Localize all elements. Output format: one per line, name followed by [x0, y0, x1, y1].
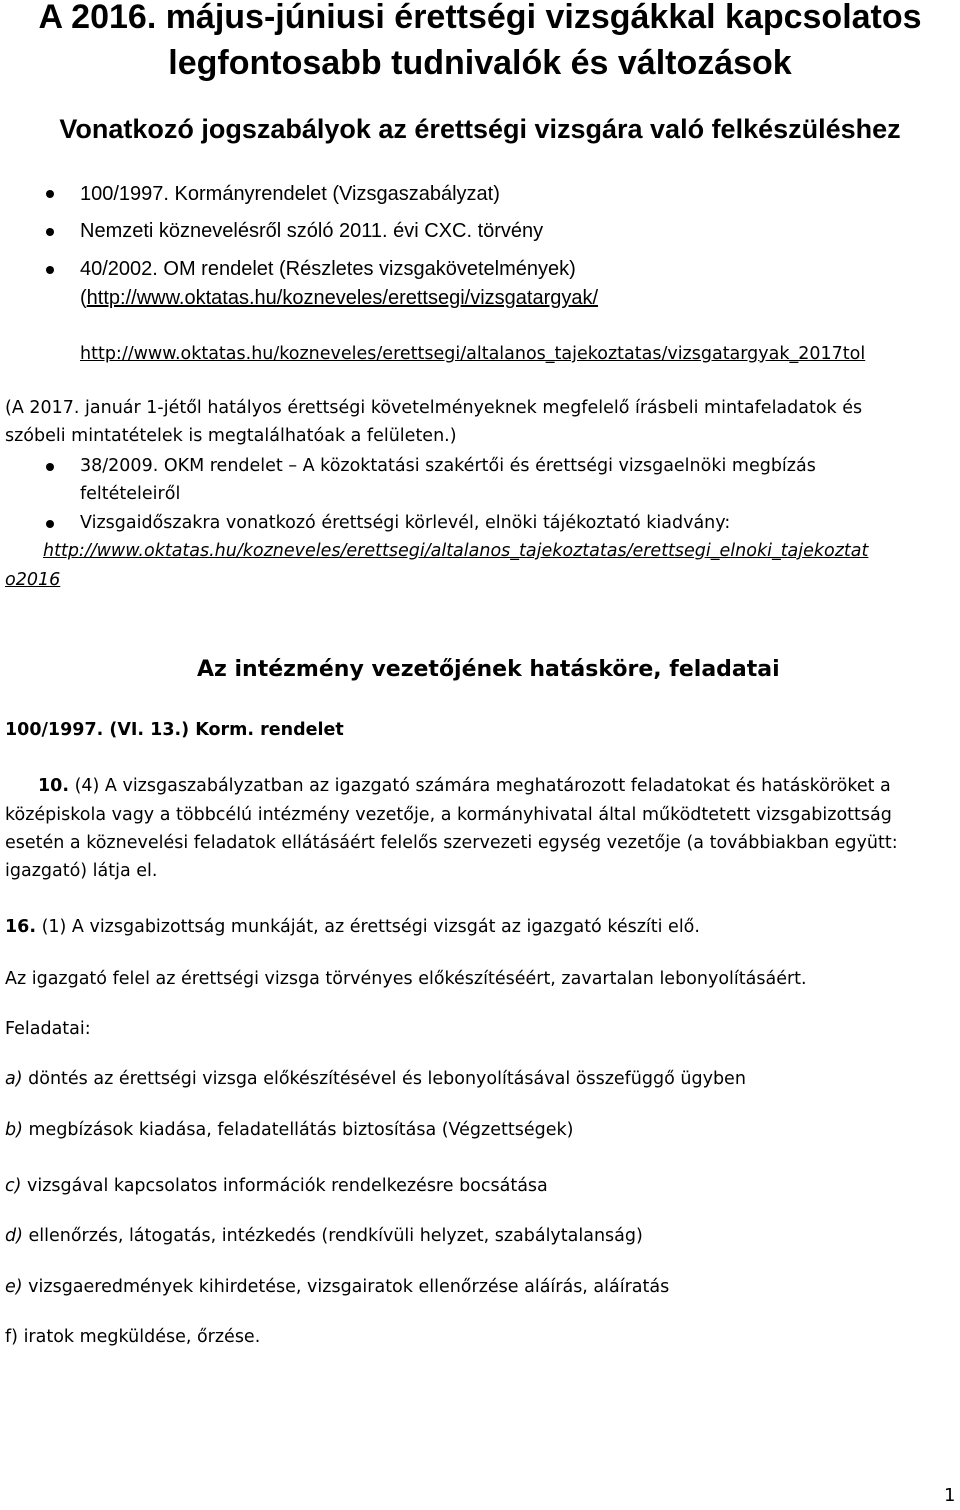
paragraph-number: 10.: [38, 776, 70, 796]
task-letter: e): [5, 1277, 23, 1297]
note-line1: (A 2017. január 1-jétől hatályos érettségi követelményeknek megfelelő írásbeli mintafeladatok és: [5, 398, 863, 418]
bullet-icon: [46, 463, 54, 471]
responsibility-paragraph: Az igazgató felel az érettségi vizsga törvényes előkészítéséért, zavartalan lebonyolításáért.: [5, 969, 807, 989]
task-text: iratok megküldése, őrzése.: [18, 1327, 261, 1347]
paragraph-text: (1) A vizsgabizottság munkáját, az érettségi vizsgát az igazgató készíti elő.: [36, 917, 700, 937]
list-item-education-law: Nemzeti köznevelésről szóló 2011. évi CXC. törvény: [80, 220, 544, 242]
task-text: vizsgával kapcsolatos információk rendelkezésre bocsátása: [21, 1176, 548, 1196]
list-item-circular: Vizsgaidőszakra vonatkozó érettségi körlevél, elnöki tájékoztató kiadvány:: [80, 513, 731, 533]
decree-reference: 100/1997. (VI. 13.) Korm. rendelet: [5, 720, 344, 740]
task-item: [5, 1172, 548, 1200]
note-line2: szóbeli mintatételek is megtalálhatóak a felületen.): [5, 426, 457, 446]
task-letter: f): [5, 1327, 18, 1347]
bullet-icon: [46, 190, 54, 198]
page-number: 1: [944, 1485, 956, 1506]
task-item: [5, 1116, 573, 1144]
paragraph-number: 16.: [5, 917, 37, 937]
paragraph-16: [5, 913, 700, 941]
task-letter: b): [5, 1120, 23, 1140]
president-info-link-cont[interactable]: o2016: [5, 570, 61, 590]
paragraph-10-line1: [38, 772, 891, 800]
document-title-line1: A 2016. május-júniusi érettségi vizsgákkal kapcsolatos: [38, 0, 922, 36]
exam-subjects-2017-link[interactable]: http://www.oktatas.hu/kozneveles/erettsegi/altalanos_tajekoztatas/vizsgatargyak_2017tol: [80, 344, 866, 364]
exam-subjects-link[interactable]: http://www.oktatas.hu/kozneveles/erettsegi/vizsgatargyak/: [86, 287, 599, 309]
tasks-label: Feladatai:: [5, 1019, 91, 1039]
task-letter: d): [5, 1226, 23, 1246]
paragraph-10-line4: igazgató) látja el.: [5, 861, 158, 881]
task-letter: a): [5, 1069, 23, 1089]
task-text: megbízások kiadása, feladatellátás biztosítása (Végzettségek): [22, 1120, 574, 1140]
president-info-link[interactable]: http://www.oktatas.hu/kozneveles/erettsegi/altalanos_tajekoztatas/erettsegi_elnoki_tajekoztat: [43, 541, 869, 561]
document-title-line2: legfontosabb tudnivalók és változások: [168, 44, 792, 82]
task-item: [5, 1065, 746, 1093]
list-item-decree-38-2009: 38/2009. OKM rendelet – A közoktatási szakértői és érettségi vizsgaelnöki megbízás: [80, 456, 816, 476]
task-letter: c): [5, 1176, 22, 1196]
task-item: [5, 1323, 260, 1351]
paren-open: (: [80, 287, 87, 309]
task-item: [5, 1273, 669, 1301]
document-subtitle: Vonatkozó jogszabályok az érettségi vizsgára való felkészüléshez: [59, 114, 901, 144]
paragraph-10-line3: esetén a köznevelési feladatok ellátásáért felelős szervezeti egység vezetője (a továbbiakban együtt:: [5, 833, 898, 853]
list-item-decree-38-2009-cont: feltételeiről: [80, 484, 181, 504]
task-text: vizsgaeredmények kihirdetése, vizsgairatok ellenőrzése aláírás, aláíratás: [22, 1277, 670, 1297]
task-text: ellenőrzés, látogatás, intézkedés (rendkívüli helyzet, szabálytalanság): [22, 1226, 643, 1246]
task-text: döntés az érettségi vizsga előkészítésével és lebonyolításával összefüggő ügyben: [22, 1069, 746, 1089]
bullet-icon: [46, 520, 54, 528]
list-item-decree-40-2002: 40/2002. OM rendelet (Részletes vizsgakövetelmények): [80, 258, 576, 280]
section-heading: Az intézmény vezetőjének hatásköre, feladatai: [197, 657, 780, 682]
bullet-icon: [46, 228, 54, 236]
bullet-icon: [46, 266, 54, 274]
list-item-decree-100-1997: 100/1997. Kormányrendelet (Vizsgaszabályzat): [80, 183, 500, 205]
paragraph-10-line2: középiskola vagy a többcélú intézmény vezetője, a kormányhivatal által működtetett vizsgabizottság: [5, 805, 892, 825]
list-item-decree-40-2002-link-line: [80, 283, 598, 313]
task-item: [5, 1222, 643, 1250]
paragraph-text: (4) A vizsgaszabályzatban az igazgató számára meghatározott feladatokat és hatásköröket a: [69, 776, 891, 796]
